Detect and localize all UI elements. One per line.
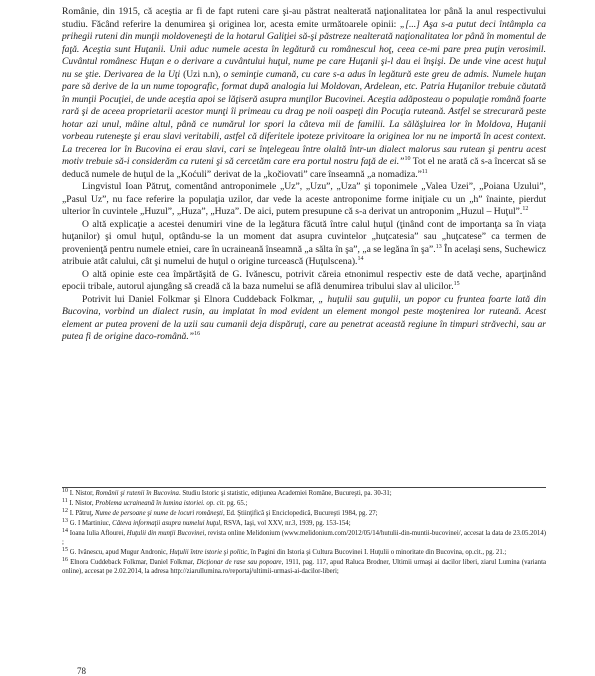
quoted-text: Câteva informaţii asupra numelui huţul xyxy=(112,520,221,528)
text-run: G. Ivănescu, apud Mugur Andronic, xyxy=(68,549,170,557)
text-run: (Uzi n.n) xyxy=(183,68,219,80)
body-text xyxy=(62,6,546,344)
paragraph-2 xyxy=(62,181,546,219)
footnote-ref: 11 xyxy=(62,498,68,505)
footnote-ref: 10 xyxy=(62,488,68,494)
footnote-14 xyxy=(62,530,546,547)
footnote-12 xyxy=(62,510,546,519)
text-run: , revista online Melidonium (www.melidonium.com/2012/05/14/hutulii-din-muntii-bucovinei/, accesat la data de 23.05.2014) ; xyxy=(62,530,546,546)
quoted-text: „[...] Aşa s-a putut deci întâmpla ca prihegii ruteni din munţii moldoveneşti de la hotarul Galiţiei să-şi păstreze nealterată naţionalitatea lor până în momentul de faţă. Aceştia sunt Huţanii. Unii aduc numele acesta în legătură cu românescul hoţ, ceea ce-mi pare prea puţin verosimil. Cuvântul românesc Huţan e o derivare a cuvântului huţul, nume pe care Huţanii şi-l dau ei înşişi. De unde vine acest huţul nu se ştie. Derivarea de la Uţi xyxy=(62,18,546,80)
text-run: Ioana Iulia Aflourei, xyxy=(68,530,127,538)
footnote-16 xyxy=(62,559,546,576)
footnote-11 xyxy=(62,500,546,509)
text-run: În acelaşi sens, Suchewicz atribuie atât calului, cât şi numelui de huţul o origine turcească (Huţulscena). xyxy=(62,243,546,267)
footnote-ref: 12 xyxy=(522,206,529,212)
text-run: Potrivit lui Daniel Folkmar şi Elnora Cuddeback Folkmar, xyxy=(82,293,319,305)
text-run: Tot el ne arată că s-a încercat să se deducă numele de huţul de la „Koćuli” derivat de la „kočiovati” care înseamnă „a nomadiza.” xyxy=(62,156,546,180)
text-run: . Studiu Istoric şi statistic, ediţiunea Academiei Române, Bucureşti, pa. 30-31; xyxy=(178,490,392,497)
quoted-text: , o seminţie cumană, cu care s-a adus în legătură este greu de admis. Numele huţan pare să derive de la un nume topografic, format după analogia lui Moldovan, Ardelean, etc. Patria Huţanilor trebuie căutată în munţii Pocuţiei, de unde aceştia apoi se lăţiseră asupra munţilor Bucovinei. Aceştia adăposteau o populaţie română foarte rară şi de aceea proprietarii acestor munţi îi primeau cu drag pe noii oaspeţi din Pocuţia ruteană. Astfel se strecurară peste hotar azi unul, mâine altul, până ce numărul lor spori la câteva mii de familii. La sălăşluirea lor în Moldova, Huţanii vorbeau ruteneşte şi erau slavi veritabili, astfel că diferitele ipoteze privitoare la originea lor nu ne importă în acest context. La trecerea lor în Bucovina ei erau slavi, cari se înţelegeau între olaltă într-un dialect malorus sau rutean şi pentru acest motiv trebuie să-i considerăm ca ruteni şi să cercetăm care era portul nostru faţă de ei.” xyxy=(62,68,546,167)
text-run: , în Pagini din Istoria şi Cultura Bucovinei I. Huţulii o minoritate din Bucovina, op.cit., pg. 21.; xyxy=(247,549,507,557)
footnote-10 xyxy=(62,490,546,499)
text-run: O altă explicaţie a acestei denumiri vine de la legătura făcută între calul huţul (ţinând cont de importanţa sa în viaţa huţanilor) şi omul huţul, optându-se la un moment dat asupra cuvintelor „huţcatesia” sau „huţcatese” ca termen de provenienţă pentru numele etniei, care în ucraineană înseamnă „a sălta în şa”, „a se legăna în şa”. xyxy=(62,218,546,255)
footnote-ref: 14 xyxy=(357,256,364,262)
footnote-ref: 15 xyxy=(453,281,460,287)
text-run: I. Nistor, xyxy=(67,500,96,508)
quoted-text: „ huţulii sau guţulii, un popor cu fruntea foarte lată din Bucovina, vorbind un dialect rusin, au implatat în mod evident un element mongol peste moştenirea lor ruteană. Acest element ar putea proveni de la uzii sau cumanii deja dispăruţi, care au penetrat această regiune în timpuri străvechi, sau ar putea fi de origine daco-română.” xyxy=(62,293,546,342)
footnote-separator xyxy=(62,487,546,488)
footnote-ref: 16 xyxy=(62,557,68,564)
paragraph-1 xyxy=(62,6,546,181)
paragraph-3 xyxy=(62,219,546,269)
footnote-ref: 11 xyxy=(421,168,428,175)
text-run: , 1911, pag. 117, apud Raluca Brodner, Ultimii urmaşi ai dacilor liberi, ziarul Lumina (varianta online), accesat pe 2.02.2014, la adresa http://ziarullumina.ro/reportaj/ultimii-urmasi-ai-dacilor-liberi; xyxy=(62,559,546,575)
footnote-ref: 16 xyxy=(194,331,201,337)
footnote-ref: 10 xyxy=(404,156,411,162)
footnote-ref: 14 xyxy=(62,528,68,535)
text-run: , RSVA, Iaşi, vol XXV, nr.3, 1939, pg. 153-154; xyxy=(220,520,351,528)
text-run: , Ed. Ştiinţifică şi Enciclopedică, Bucureşti 1984, pg. 27; xyxy=(222,510,378,518)
text-run: I. Pătruţ, xyxy=(68,510,95,518)
page-number: 78 xyxy=(77,666,86,676)
text-run: pg. 65.; xyxy=(225,500,248,508)
text-run: O altă opinie este cea împărtăşită de G. Ivănescu, potrivit căreia etnonimul respectiv este de dată veche, aparţinând epocii tribale, autorul ajungâng să creadă că la baza numelui se află denumirea tribului slav al ulicilor. xyxy=(62,268,546,292)
footnote-ref: 13 xyxy=(62,518,68,525)
quoted-text: Nume de persoane şi nume de locuri româneşti xyxy=(95,510,223,518)
footnote-15 xyxy=(62,549,546,558)
text-run: G. I Martiniuc, xyxy=(68,520,113,528)
quoted-text: Huţulii din munţii Bucovinei xyxy=(126,530,205,538)
quoted-text: Românii şi rutenii în Bucovina xyxy=(95,490,179,497)
paragraph-4 xyxy=(62,269,546,294)
quoted-text: Dicţionar de rase sau popoare xyxy=(196,559,282,567)
paragraph-5 xyxy=(62,294,546,344)
footnote-ref: 15 xyxy=(62,547,68,554)
quoted-text: Huţulii între istorie şi politic xyxy=(169,549,248,557)
footnote-ref: 12 xyxy=(62,508,68,515)
footnote-ref: 13 xyxy=(435,243,442,250)
text-run: Elnora Cuddeback Folkmar, Daniel Folkmar, xyxy=(68,559,197,567)
text-run: Lingvistul Ioan Pătruţ, comentând antroponimele „Uz”, „Uzu”, „Uza” şi toponimele „Valea Uzei”, „Poiana Uzului”, „Pasul Uz”, nu face referire la populaţia uzilor, dar vede la aceste antroponime forme iniţiale cu un „h” înainte, pierdut ulterior în cuvintele „Huzul”, „Huza”, „Huza”. De aici, putem presupune că s-a derivat un antroponim „Huzul – Huţul”. xyxy=(62,181,546,217)
quoted-text: Problema ucraineană în lumina istoriei. op. cit. xyxy=(95,500,226,508)
text-run: Românie, din 1915, că aceştia ar fi de fapt ruteni care şi-au păstrat nealterată naţionalitatea lor până la anul respectivului studiu. Făcând referire la denumirea şi originea lor, acesta emite următoarele opinii: xyxy=(62,6,546,30)
footnotes xyxy=(62,490,546,578)
footnote-13 xyxy=(62,520,546,529)
text-run: I. Nistor, xyxy=(68,490,96,497)
